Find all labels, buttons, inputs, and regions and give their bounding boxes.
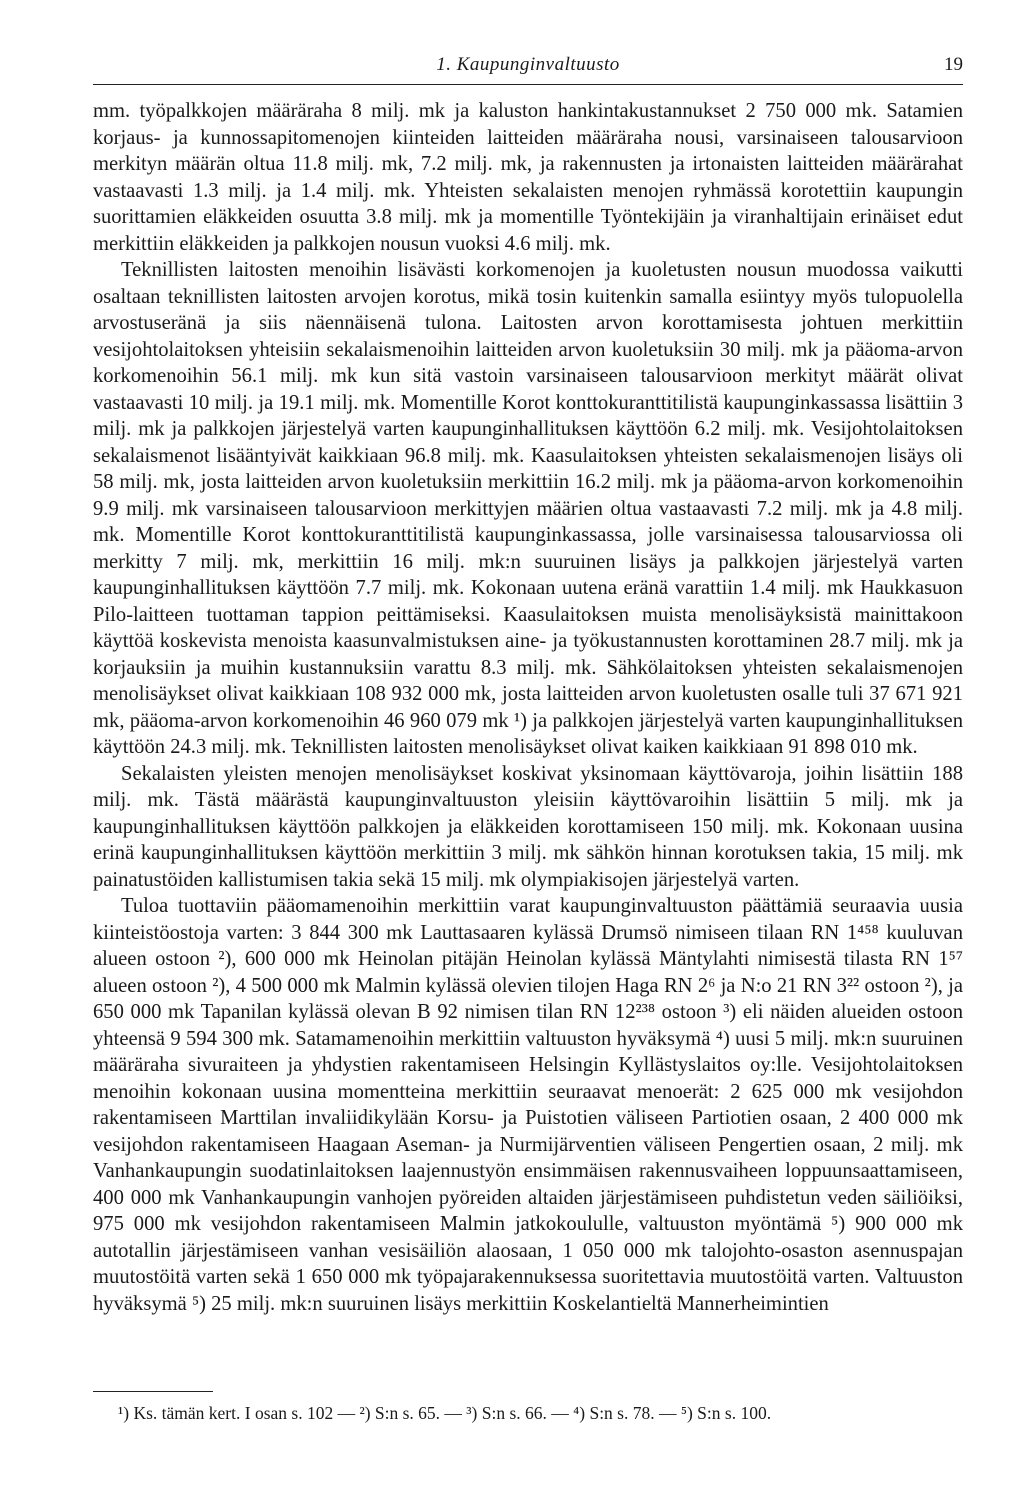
paragraph-technical-plants: Teknillisten laitosten menoihin lisävästi korkomenojen ja kuoletusten nousun muodossa vaikutti osaltaan teknillisten laitosten arvojen korotus, mikä tosin kuitenkin samalla esiintyy myös tulopuolella arvostuseränä ja siis näennäisenä tulona. Laitosten arvon korottamisesta johtuen merkittiin vesijohtolaitoksen yhteisiin sekalaismenoihin laitteiden arvon kuoletuksiin 30 milj. mk ja pääoma-arvon korkomenoihin 56.1 milj. mk kun sitä vastoin varsinaiseen talousarvioon merkityt määrät olivat vastaavasti 10 milj. ja 19.1 milj. mk. Momentille Korot konttokuranttitilistä kaupunginkassassa lisättiin 3 milj. mk ja palkkojen järjestelyä varten kaupunginhallituksen käyttöön 6.2 milj. mk. Vesijohtolaitoksen sekalaismenot lisääntyivät kaikkiaan 96.8 milj. mk. Kaasulaitoksen yhteisten sekalaismenojen lisäys oli 58 milj. mk, josta laitteiden arvon kuoletuksiin merkittiin 16.2 milj. mk ja pääoma-arvon korkomenoihin 9.9 milj. mk varsinaiseen talousarvioon merkittyjen määrien oltua vastaavasti 7.2 milj. mk ja 4.8 milj. mk. Momentille Korot konttokuranttitilistä kaupunginkassassa, jolle varsinaisessa talousarviossa oli merkitty 7 milj. mk, merkittiin 16 milj. mk:n suuruinen lisäys ja palkkojen järjestelyä varten kaupunginhallituksen käyttöön 7.7 milj. mk. Kokonaan uutena eränä varattiin 1.4 milj. mk Haukkasuon Pilo-laitteen tuottaman tappion peittämiseksi. Kaasulaitoksen muista menolisäyksistä mainittakoon käyttöä koskevista menoista kaasunvalmistuksen aine- ja työkustannusten korottaminen 28.7 milj. mk ja korjauksiin ja muihin kustannuksiin varattu 8.3 milj. mk. Sähkölaitoksen yhteisten sekalaismenojen menolisäykset olivat kaikkiaan 108 932 000 mk, josta laitteiden arvon kuoletusten osalle tuli 37 671 921 mk, pääoma-arvon korkomenoihin 46 960 079 mk ¹) ja palkkojen järjestelyä varten kaupunginhallituksen käyttöön 24.3 milj. mk. Teknillisten laitosten menolisäykset olivat kaiken kaikkiaan 91 898 010 mk. bbox=[93, 259, 963, 758]
footnote-rule bbox=[93, 1391, 213, 1392]
paragraph-general-expenses: Sekalaisten yleisten menojen menolisäykset koskivat yksinomaan käyttövaroja, joihin lisättiin 188 milj. mk. Tästä määrästä kaupunginvaltuuston yleisiin käyttövaroihin lisättiin 5 milj. mk ja kaupunginhallituksen käyttöön palkkojen ja eläkkeiden korottamiseen 150 milj. mk. Kokonaan uusina erinä kaupunginhallituksen käyttöön merkittiin 3 milj. mk sähkön hinnan korotuksen takia, 15 milj. mk painatustöiden kallistumisen takia sekä 15 milj. mk olympiakisojen järjestelyä varten. bbox=[93, 762, 963, 891]
footnote: ¹) Ks. tämän kert. I osan s. 102 — ²) S:n s. 65. — ³) S:n s. 66. — ⁴) S:n s. 78. — ⁵) S:n s. 100. bbox=[118, 1403, 772, 1423]
paragraph-capital-expenses: Tuloa tuottaviin pääomamenoihin merkittiin varat kaupunginvaltuuston päättämiä seuraavia uusia kiinteistöostoja varten: 3 844 300 mk Lauttasaaren kylässä Drumsö nimiseen tilaan RN 1⁴⁵⁸ kuuluvan alueen ostoon ²), 600 000 mk Heinolan pitäjän Heinolan kylässä Mäntylahti nimisestä tilasta RN 1⁵⁷ alueen ostoon ²), 4 500 000 mk Malmin kylässä olevien tilojen Haga RN 2⁶ ja N:o 21 RN 3²² ostoon ²), ja 650 000 mk Tapanilan kylässä olevan B 92 nimisen tilan RN 12²³⁸ ostoon ³) eli näiden alueiden ostoon yhteensä 9 594 300 mk. Satamamenoihin merkittiin valtuuston hyväksymä ⁴) uusi 5 milj. mk:n suuruinen määräraha sivuraiteen ja yhdystien rakentamiseen Helsingin Kyllästyslaitos oy:lle. Vesijohtolaitoksen menoihin kokonaan uusina momentteina merkittiin seuraavat menoerät: 2 625 000 mk vesijohdon rakentamiseen Marttilan invaliidikylään Korsu- ja Puistotien väliseen Partiotien osaan, 2 400 000 mk vesijohdon rakentamiseen Haagaan Aseman- ja Nurmijärventien väliseen Pengertien osaan, 2 milj. mk Vanhankaupungin suodatinlaitoksen laajennustyön ensimmäisen rakennusvaiheen loppuunsaattamiseen, 400 000 mk Vanhankaupungin vanhojen pyöreiden altaiden järjestämiseen puhdistetun veden säiliöiksi, 975 000 mk vesijohdon rakentamiseen Malmin jatkokoululle, valtuuston myöntämä ⁵) 900 000 mk autotallin järjestämiseen vanhan vesisäiliön alaosaan, 1 050 000 mk talojohto-osaston asennuspajan muutostöitä varten sekä 1 650 000 mk työpajarakennuksessa suoritettavia muutostöitä varten. Valtuuston hyväksymä ⁵) 25 milj. mk:n suuruinen lisäys merkittiin Koskelantieltä Mannerheimintien bbox=[93, 895, 963, 1315]
body-text bbox=[93, 98, 963, 1317]
paragraph-continuation: mm. työpalkkojen määräraha 8 milj. mk ja kaluston hankintakustannukset 2 750 000 mk. Satamien korjaus- ja kunnossapitomenojen kiinteiden laitteiden määräraha nousi, varsinaiseen talousarvioon merkityn määrän oltua 11.8 milj. mk, 7.2 milj. mk, ja rakennusten ja irtonaisten laitteiden määrärahat vastaavasti 1.3 milj. ja 1.4 milj. mk. Yhteisten sekalaisten menojen ryhmässä korotettiin kaupungin suorittamien eläkkeiden osuutta 3.8 milj. mk ja momentille Työntekijäin ja viranhaltijain erinäiset edut merkittiin eläkkeiden ja palkkojen nousun vuoksi 4.6 milj. mk. bbox=[93, 100, 963, 255]
page-number: 19 bbox=[944, 54, 963, 75]
running-header bbox=[93, 44, 963, 85]
chapter-title: 1. Kaupunginvaltuusto bbox=[436, 54, 620, 75]
